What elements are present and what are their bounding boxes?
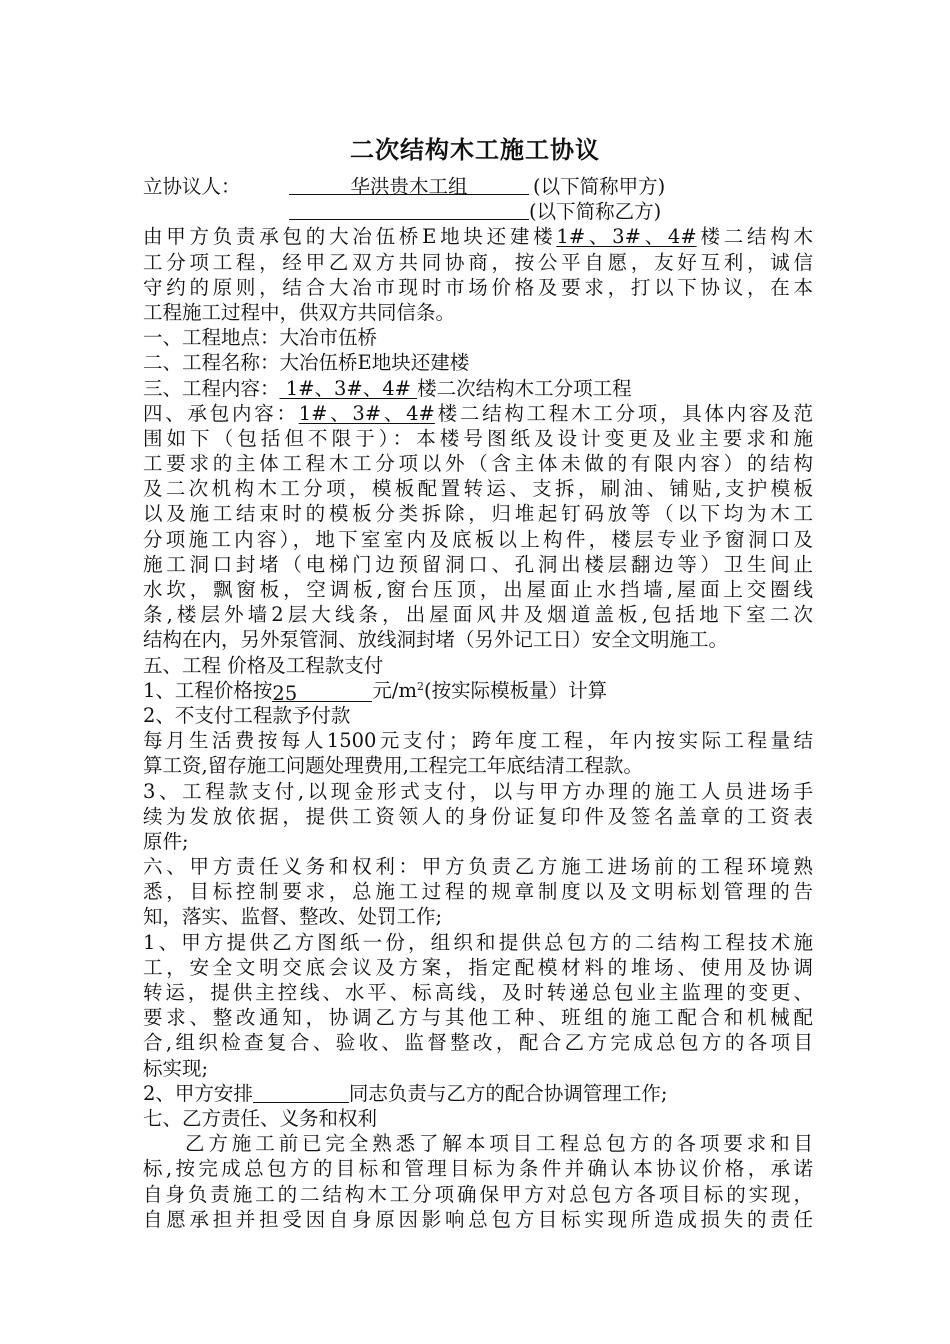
section-4-line: 工要求的主体工程木工分项以外（含主体未做的有限内容）的结构	[143, 452, 813, 476]
section-5-heading: 五、工程 价格及工程款支付	[143, 653, 384, 677]
section-6-1-line: 要求、整改通知，协调乙方与其他工种、班组的施工配合和机械配	[143, 1006, 813, 1030]
section-6-1-line: 转运，提供主控线、水平、标高线，及时转递总包业主监理的变更、	[143, 981, 813, 1004]
intro-line: 工分项工程，经甲乙双方共同协商，按公平自愿，友好互利，诚信	[143, 250, 813, 274]
section-3-buildings	[280, 377, 418, 400]
intro-line	[143, 224, 813, 249]
coordinator-name-blank	[253, 1082, 349, 1103]
section-5-3-line: 续为发放依据，提供工资领人的身份证复印件及签名盖章的工资表	[143, 804, 813, 828]
party-b-name	[289, 199, 529, 220]
section-3-content	[143, 376, 813, 401]
section-5-3-line: 3、工程款支付,以现金形式支付，以与甲方办理的施工人员进场手	[143, 779, 813, 803]
section-5-1-price	[143, 678, 813, 703]
section-4-line: 围如下（包括但不限于）：本楼号图纸及设计变更及业主要求和施	[143, 426, 813, 450]
section-7-line: 乙方施工前已完全熟悉了解本项目工程总包方的各项要求和目	[185, 1132, 813, 1156]
section-5-2-line: 算工资,留存施工问题处理费用,工程完工年底结清工程款。	[143, 754, 643, 778]
section-3-buildings-text: 1#、3#、4#	[285, 376, 411, 400]
section-7-line: 自愿承担并担受因自身原因影响总包方目标实现所造成损失的责任	[143, 1207, 813, 1231]
document-body	[143, 174, 813, 1232]
section-5-3-line: 原件;	[143, 829, 189, 853]
section-4-buildings: 1#、3#、4#	[298, 401, 435, 425]
price-unit: 元/m	[372, 678, 417, 702]
intro-line: 工程施工过程中，供双方共同信条。	[143, 300, 456, 324]
section-4-line: 以及施工结束时的模板分类拆除，归堆起钉码放等（以下均为木工	[143, 502, 813, 526]
section-6-line: 知，落实、监督、整改、处罚工作;	[143, 905, 443, 929]
section-6-1-line: 标实现;	[143, 1056, 209, 1080]
section-4-line: 结构在内，另外泵管洞、放线洞封堵（另外记工日）安全文明施工。	[143, 628, 729, 652]
section-4-line: 分项施工内容），地下室室内及底板以上构件，楼层专业予窗洞口及	[143, 527, 813, 551]
section-6-2-label: 2、甲方安排	[143, 1081, 253, 1105]
party-b-line	[143, 199, 813, 224]
section-4-label: 四、承包内容：	[143, 401, 299, 425]
price-note: (按实际模板量）计算	[423, 678, 608, 702]
price-value: 25	[272, 681, 372, 702]
party-a-suffix: (以下简称甲方)	[533, 175, 666, 198]
section-3-text: 楼二次结构木工分项工程	[417, 376, 632, 400]
document-title: 二次结构木工施工协议	[350, 135, 600, 164]
intro-line: 守约的原则，结合大冶市现时市场价格及要求，打以下协议，在本	[143, 275, 813, 299]
section-4-line: 条,楼层外墙2层大线条，出屋面风井及烟道盖板,包括地下室二次	[143, 603, 813, 627]
section-5-2-line: 每月生活费按每人1500元支付；跨年度工程，年内按实际工程量结	[143, 729, 813, 753]
section-6-2-text: 同志负责与乙方的配合协调管理工作;	[348, 1081, 668, 1105]
section-7-line: 自身负责施工的二结构木工分项确保甲方对总包方各项目标的实现，	[143, 1182, 813, 1206]
section-1-location: 一、工程地点：大冶市伍桥	[143, 326, 378, 350]
section-4-text: 楼二结构工程木工分项，具体内容及范	[434, 401, 813, 425]
section-6-1-line: 工，安全文明交底会议及方案，指定配模材料的堆场、使用及协调	[143, 955, 813, 979]
price-label: 1、工程价格按	[143, 678, 273, 702]
section-7-heading: 七、乙方责任、义务和权利	[143, 1106, 378, 1130]
section-4-line: 及二次机构木工分项，模板配置转运、支拆，刷油、铺贴,支护模板	[143, 477, 813, 501]
party-label: 立协议人：	[143, 175, 241, 198]
intro-buildings: 1#、3#、4#	[556, 225, 697, 249]
section-4-line: 施工洞口封堵（电梯门边预留洞口、孔洞出楼层翻边等）卫生间止	[143, 552, 813, 576]
section-6-1-line: 1、甲方提供乙方图纸一份，组织和提供总包方的二结构工程技术施	[143, 930, 813, 954]
section-4-line	[143, 401, 813, 426]
section-5-2-heading: 2、不支付工程款予付款	[143, 703, 351, 727]
section-6-1-line: 合,组织检查复合、验收、监督整改，配合乙方完成总包方的各项目	[143, 1031, 813, 1055]
section-3-label: 三、工程内容：	[143, 376, 280, 400]
intro-text: 楼二结构木	[696, 225, 813, 249]
party-b-suffix: (以下简称乙方)	[529, 200, 662, 224]
intro-text: 由甲方负责承包的大冶伍桥E地块还建楼	[143, 225, 557, 249]
section-7-line: 标,按完成总包方的目标和管理目标为条件并确认本协议价格，承诺	[143, 1157, 813, 1181]
section-4-line: 水坎，飘窗板，空调板,窗台压顶，出屋面止水挡墙,屋面上交圈线	[143, 578, 813, 601]
section-6-line: 六、甲方责任义务和权利：甲方负责乙方施工进场前的工程环境熟	[143, 855, 813, 879]
party-a-name: 华洪贵木工组	[289, 174, 529, 195]
section-2-name: 二、工程名称：大冶伍桥E地块还建楼	[143, 351, 470, 375]
section-6-line: 悉，目标控制要求，总施工过程的规章制度以及文明标划管理的告	[143, 880, 813, 904]
party-a-line	[143, 174, 813, 199]
price-unit-superscript: 2	[416, 679, 424, 693]
section-6-2-line	[143, 1081, 813, 1106]
